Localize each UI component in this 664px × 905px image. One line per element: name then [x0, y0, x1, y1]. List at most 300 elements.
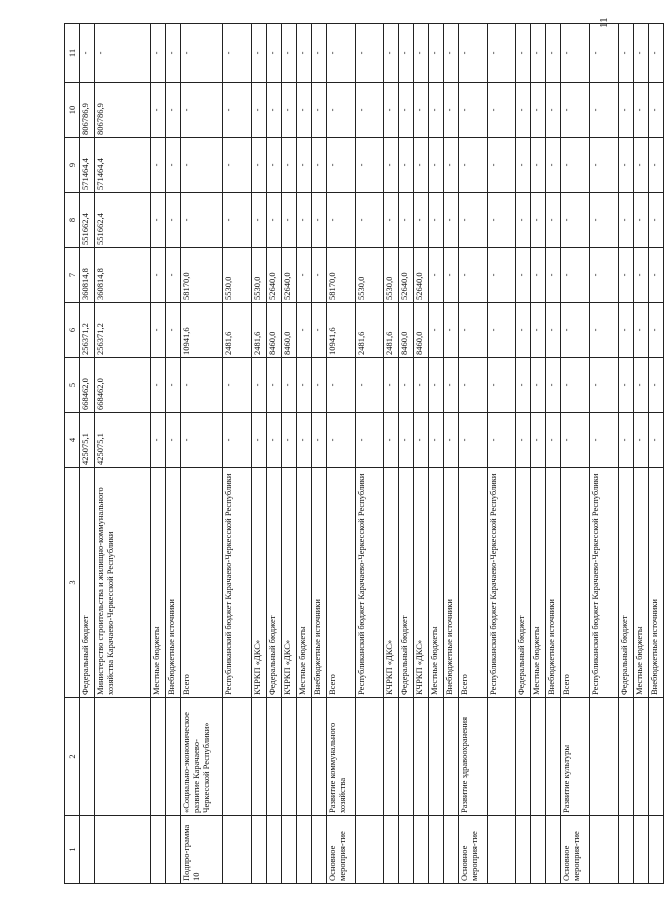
table-row [487, 24, 516, 884]
value-cell: - [355, 413, 384, 468]
value-cell: 806786,9 [80, 83, 95, 138]
value-cell: - [180, 358, 222, 413]
value-cell: - [296, 138, 311, 193]
value-cell: - [516, 138, 531, 193]
value-cell: 571464,4 [80, 138, 95, 193]
value-cell: - [414, 413, 429, 468]
value-cell: - [633, 248, 648, 303]
value-cell: - [326, 83, 355, 138]
program-name-cell [648, 698, 663, 816]
row-type-cell [444, 816, 459, 884]
value-cell: - [429, 193, 444, 248]
funding-source-cell: Республиканский бюджет Карачаево-Черкесской Республики [355, 468, 384, 698]
rotated-page [64, 24, 664, 884]
row-type-cell [150, 816, 165, 884]
value-cell: - [399, 413, 414, 468]
value-cell: - [150, 358, 165, 413]
value-cell: - [165, 413, 180, 468]
table-row [618, 24, 633, 884]
value-cell: - [516, 303, 531, 358]
value-cell: - [590, 413, 619, 468]
row-type-cell [80, 816, 95, 884]
program-name-cell [355, 698, 384, 816]
value-cell: 551662,4 [80, 193, 95, 248]
value-cell: - [223, 83, 252, 138]
value-cell: - [326, 413, 355, 468]
value-cell: - [399, 358, 414, 413]
table-row [516, 24, 531, 884]
value-cell: - [487, 193, 516, 248]
value-cell: - [618, 358, 633, 413]
budget-table [64, 23, 664, 884]
table-row [590, 24, 619, 884]
value-cell: - [459, 303, 488, 358]
funding-source-cell: Республиканский бюджет Карачаево-Черкесской Республики [223, 468, 252, 698]
value-cell: - [531, 358, 546, 413]
value-cell: - [633, 303, 648, 358]
value-cell: - [459, 83, 488, 138]
program-name-cell [251, 698, 266, 816]
header-cell: 3 [65, 468, 80, 698]
value-cell: - [546, 193, 561, 248]
program-name-cell: Развитие коммунального хозяйства [326, 698, 355, 816]
value-cell: - [281, 193, 296, 248]
value-cell: - [311, 248, 326, 303]
value-cell: - [546, 83, 561, 138]
funding-source-cell: Местные бюджеты [633, 468, 648, 698]
value-cell: - [311, 83, 326, 138]
program-name-cell [546, 698, 561, 816]
value-cell: - [355, 193, 384, 248]
funding-source-cell: Всего [180, 468, 222, 698]
program-name-cell [531, 698, 546, 816]
program-name-cell [80, 698, 95, 816]
value-cell: - [311, 193, 326, 248]
program-name-cell [516, 698, 531, 816]
table-row [80, 24, 95, 884]
table-row [399, 24, 414, 884]
row-type-cell [95, 816, 151, 884]
value-cell: 2481,6 [355, 303, 384, 358]
value-cell: - [326, 24, 355, 83]
value-cell: - [384, 358, 399, 413]
table-row [326, 24, 355, 884]
value-cell: - [590, 83, 619, 138]
value-cell: - [618, 248, 633, 303]
value-cell: - [618, 138, 633, 193]
row-type-cell: Основное мероприя-тие [459, 816, 488, 884]
value-cell: - [444, 83, 459, 138]
table-row [281, 24, 296, 884]
row-type-cell [618, 816, 633, 884]
value-cell: - [531, 83, 546, 138]
row-type-cell [266, 816, 281, 884]
funding-source-cell: КЧРКП «ДКС» [281, 468, 296, 698]
table-row [633, 24, 648, 884]
value-cell: - [355, 83, 384, 138]
value-cell: - [590, 358, 619, 413]
value-cell: - [487, 248, 516, 303]
value-cell: - [516, 83, 531, 138]
value-cell: - [296, 193, 311, 248]
value-cell: - [165, 83, 180, 138]
value-cell: - [648, 193, 663, 248]
value-cell: - [296, 303, 311, 358]
value-cell: 8460,0 [414, 303, 429, 358]
value-cell: - [150, 24, 165, 83]
value-cell: - [444, 413, 459, 468]
value-cell: 5530,0 [251, 248, 266, 303]
value-cell: - [281, 24, 296, 83]
value-cell: - [633, 24, 648, 83]
row-type-cell [165, 816, 180, 884]
value-cell: - [266, 83, 281, 138]
value-cell: 2481,6 [384, 303, 399, 358]
value-cell: - [561, 83, 590, 138]
value-cell: 10941,6 [180, 303, 222, 358]
program-name-cell [399, 698, 414, 816]
value-cell: - [648, 248, 663, 303]
value-cell: - [223, 358, 252, 413]
value-cell: - [459, 358, 488, 413]
value-cell: - [180, 413, 222, 468]
value-cell: - [487, 303, 516, 358]
value-cell: - [223, 138, 252, 193]
table-row [546, 24, 561, 884]
table-row [296, 24, 311, 884]
value-cell: - [165, 138, 180, 193]
header-cell: 10 [65, 83, 80, 138]
value-cell: - [355, 358, 384, 413]
program-name-cell: Развитие культуры [561, 698, 590, 816]
value-cell: - [266, 24, 281, 83]
value-cell: - [296, 413, 311, 468]
value-cell: - [648, 358, 663, 413]
row-type-cell [633, 816, 648, 884]
value-cell: - [384, 24, 399, 83]
value-cell: - [296, 24, 311, 83]
program-name-cell [633, 698, 648, 816]
value-cell: - [561, 358, 590, 413]
row-type-cell [296, 816, 311, 884]
value-cell: - [546, 358, 561, 413]
table-row [223, 24, 252, 884]
header-cell: 1 [65, 816, 80, 884]
value-cell: - [311, 413, 326, 468]
table-row [414, 24, 429, 884]
table-row [150, 24, 165, 884]
value-cell: - [251, 413, 266, 468]
value-cell: - [546, 248, 561, 303]
value-cell: 256371,2 [95, 303, 151, 358]
row-type-cell [531, 816, 546, 884]
row-type-cell: Основное мероприя-тие [326, 816, 355, 884]
funding-source-cell: Внебюджетные источники [546, 468, 561, 698]
value-cell: - [150, 413, 165, 468]
value-cell: - [266, 138, 281, 193]
value-cell: - [180, 193, 222, 248]
funding-source-cell: Всего [459, 468, 488, 698]
table-row [180, 24, 222, 884]
funding-source-cell: Местные бюджеты [531, 468, 546, 698]
value-cell: - [487, 358, 516, 413]
row-type-cell [311, 816, 326, 884]
row-type-cell [384, 816, 399, 884]
value-cell: 2481,6 [223, 303, 252, 358]
header-cell: 5 [65, 358, 80, 413]
value-cell: - [561, 248, 590, 303]
value-cell: - [399, 193, 414, 248]
funding-source-cell: Республиканский бюджет Карачаево-Черкесской Республики [590, 468, 619, 698]
value-cell: - [590, 138, 619, 193]
row-type-cell [251, 816, 266, 884]
value-cell: - [546, 138, 561, 193]
funding-source-cell: Местные бюджеты [296, 468, 311, 698]
value-cell: - [531, 138, 546, 193]
funding-source-cell: Федеральный бюджет [399, 468, 414, 698]
value-cell: - [355, 138, 384, 193]
program-name-cell [281, 698, 296, 816]
value-cell: 360814,8 [80, 248, 95, 303]
value-cell: - [165, 303, 180, 358]
row-type-cell [414, 816, 429, 884]
row-type-cell [399, 816, 414, 884]
value-cell: 425075,1 [80, 413, 95, 468]
value-cell: - [531, 24, 546, 83]
value-cell: 10941,6 [326, 303, 355, 358]
value-cell: - [459, 193, 488, 248]
value-cell: - [531, 248, 546, 303]
table-row [444, 24, 459, 884]
value-cell: - [618, 83, 633, 138]
value-cell: - [487, 24, 516, 83]
value-cell: - [444, 138, 459, 193]
value-cell: 360814,8 [95, 248, 151, 303]
table-row [251, 24, 266, 884]
value-cell: - [633, 413, 648, 468]
table-row [95, 24, 151, 884]
row-type-cell [281, 816, 296, 884]
value-cell: - [648, 413, 663, 468]
table-row [266, 24, 281, 884]
value-cell: - [429, 303, 444, 358]
value-cell: - [251, 138, 266, 193]
table-row [531, 24, 546, 884]
value-cell: 8460,0 [281, 303, 296, 358]
value-cell: - [326, 193, 355, 248]
header-cell: 9 [65, 138, 80, 193]
value-cell: - [80, 24, 95, 83]
value-cell: 256371,2 [80, 303, 95, 358]
value-cell: - [223, 413, 252, 468]
value-cell: 58170,0 [180, 248, 222, 303]
table-row [355, 24, 384, 884]
value-cell: - [531, 413, 546, 468]
funding-source-cell: Республиканский бюджет Карачаево-Черкесской Республики [487, 468, 516, 698]
value-cell: 8460,0 [399, 303, 414, 358]
value-cell: 52640,0 [281, 248, 296, 303]
value-cell: - [326, 138, 355, 193]
funding-source-cell: Внебюджетные источники [311, 468, 326, 698]
table-row [311, 24, 326, 884]
value-cell: - [251, 24, 266, 83]
value-cell: - [296, 358, 311, 413]
value-cell: - [281, 413, 296, 468]
value-cell: - [311, 24, 326, 83]
value-cell: - [165, 358, 180, 413]
header-cell: 7 [65, 248, 80, 303]
value-cell: - [516, 358, 531, 413]
value-cell: - [444, 193, 459, 248]
value-cell: - [487, 138, 516, 193]
header-cell: 2 [65, 698, 80, 816]
funding-source-cell: Внебюджетные источники [165, 468, 180, 698]
table-row [459, 24, 488, 884]
program-name-cell [487, 698, 516, 816]
value-cell: 571464,4 [95, 138, 151, 193]
value-cell: - [150, 303, 165, 358]
value-cell: - [561, 413, 590, 468]
page-number: 11 [598, 17, 610, 28]
value-cell: - [165, 24, 180, 83]
value-cell: - [618, 413, 633, 468]
value-cell: - [251, 358, 266, 413]
funding-source-cell: Федеральный бюджет [80, 468, 95, 698]
value-cell: - [648, 303, 663, 358]
value-cell: 5530,0 [384, 248, 399, 303]
value-cell: - [384, 413, 399, 468]
value-cell: - [165, 193, 180, 248]
value-cell: - [266, 358, 281, 413]
table-row [165, 24, 180, 884]
value-cell: - [590, 24, 619, 83]
value-cell: 5530,0 [223, 248, 252, 303]
row-type-cell: Основное мероприя-тие [561, 816, 590, 884]
value-cell: - [296, 83, 311, 138]
value-cell: - [531, 303, 546, 358]
value-cell: - [444, 303, 459, 358]
value-cell: - [546, 24, 561, 83]
header-cell: 6 [65, 303, 80, 358]
value-cell: - [429, 138, 444, 193]
value-cell: - [618, 193, 633, 248]
value-cell: 58170,0 [326, 248, 355, 303]
value-cell: - [311, 358, 326, 413]
program-name-cell [165, 698, 180, 816]
value-cell: - [281, 138, 296, 193]
value-cell: - [531, 193, 546, 248]
funding-source-cell: Федеральный бюджет [516, 468, 531, 698]
value-cell: - [648, 83, 663, 138]
value-cell: - [266, 413, 281, 468]
value-cell: 668462,0 [95, 358, 151, 413]
value-cell: - [399, 138, 414, 193]
value-cell: - [251, 83, 266, 138]
value-cell: - [414, 138, 429, 193]
table-row [561, 24, 590, 884]
value-cell: - [648, 24, 663, 83]
value-cell: - [414, 358, 429, 413]
funding-source-cell: Федеральный бюджет [266, 468, 281, 698]
program-name-cell [311, 698, 326, 816]
value-cell: - [223, 24, 252, 83]
value-cell: - [251, 193, 266, 248]
value-cell: - [150, 83, 165, 138]
value-cell: 5530,0 [355, 248, 384, 303]
funding-source-cell: Местные бюджеты [429, 468, 444, 698]
value-cell: - [150, 248, 165, 303]
value-cell: - [444, 24, 459, 83]
value-cell: - [590, 303, 619, 358]
value-cell: - [561, 303, 590, 358]
value-cell: - [618, 24, 633, 83]
value-cell: - [429, 358, 444, 413]
value-cell: - [590, 248, 619, 303]
row-type-cell [590, 816, 619, 884]
value-cell: 425075,1 [95, 413, 151, 468]
funding-source-cell: Федеральный бюджет [618, 468, 633, 698]
value-cell: - [384, 83, 399, 138]
value-cell: - [633, 358, 648, 413]
header-cell: 11 [65, 24, 80, 83]
value-cell: 806786,9 [95, 83, 151, 138]
value-cell: - [516, 413, 531, 468]
value-cell: - [546, 413, 561, 468]
value-cell: 668462,0 [80, 358, 95, 413]
header-cell: 4 [65, 413, 80, 468]
value-cell: - [648, 138, 663, 193]
value-cell: - [561, 24, 590, 83]
row-type-cell [487, 816, 516, 884]
value-cell: - [326, 358, 355, 413]
value-cell: - [561, 193, 590, 248]
row-type-cell [355, 816, 384, 884]
value-cell: - [590, 193, 619, 248]
row-type-cell [429, 816, 444, 884]
program-name-cell [266, 698, 281, 816]
table-row [648, 24, 663, 884]
value-cell: - [311, 303, 326, 358]
program-name-cell [95, 698, 151, 816]
value-cell: - [384, 193, 399, 248]
value-cell: - [150, 193, 165, 248]
program-name-cell [296, 698, 311, 816]
value-cell: - [266, 193, 281, 248]
value-cell: - [459, 24, 488, 83]
value-cell: - [180, 138, 222, 193]
funding-source-cell: Внебюджетные источники [648, 468, 663, 698]
funding-source-cell: Внебюджетные источники [444, 468, 459, 698]
value-cell: - [95, 24, 151, 83]
value-cell: - [165, 248, 180, 303]
value-cell: - [516, 24, 531, 83]
value-cell: 52640,0 [414, 248, 429, 303]
value-cell: - [561, 138, 590, 193]
value-cell: - [414, 24, 429, 83]
value-cell: - [150, 138, 165, 193]
value-cell: 8460,0 [266, 303, 281, 358]
row-type-cell [516, 816, 531, 884]
value-cell: 551662,4 [95, 193, 151, 248]
value-cell: 2481,6 [251, 303, 266, 358]
row-type-cell [223, 816, 252, 884]
program-name-cell [444, 698, 459, 816]
funding-source-cell: Всего [326, 468, 355, 698]
program-name-cell [223, 698, 252, 816]
program-name-cell [150, 698, 165, 816]
value-cell: - [516, 193, 531, 248]
program-name-cell [618, 698, 633, 816]
